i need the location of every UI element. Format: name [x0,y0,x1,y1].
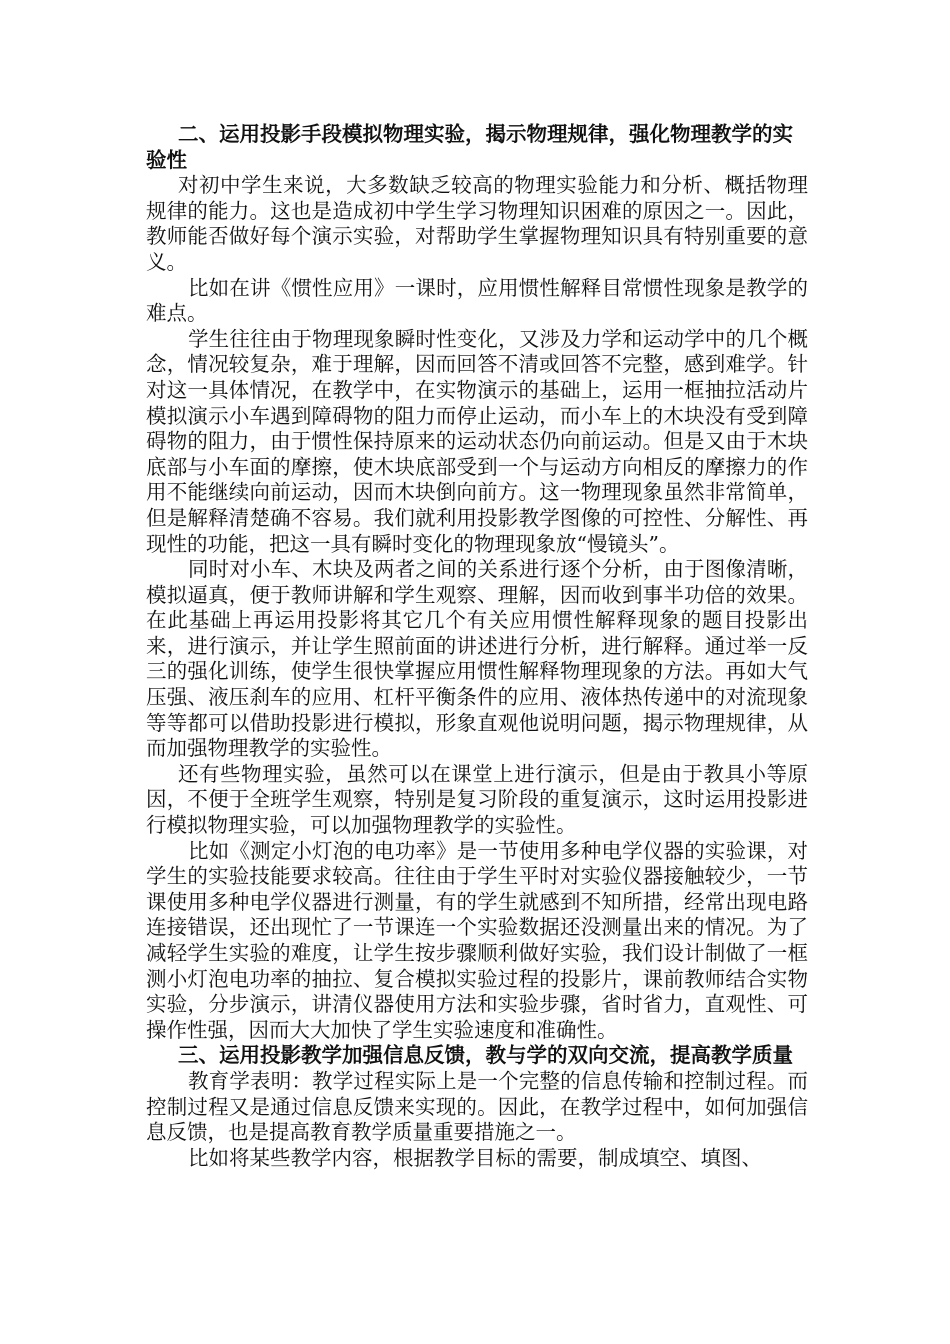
paragraph: 比如《测定小灯泡的电功率》是一节使用多种电学仪器的实验课，对学生的实验技能要求较高。往往由于学生平时对实验仪器接触较少，一节课使用多种电学仪器进行测量，有的学生就感到不知所措，经常出现电路连接错误，还出现忙了一节课连一个实验数据还没测量出来的情况。为了减轻学生实验的难度，让学生按步骤顺利做好实验，我们设计制做了一框测小灯泡电功率的抽拉、复合模拟实验过程的投影片，课前教师结合实物实验，分步演示，讲清仪器使用方法和实验步骤，省时省力，直观性、可操作性强，因而大大加快了学生实验速度和准确性。 [146,838,808,1042]
paragraph: 比如将某些教学内容，根据教学目标的需要，制成填空、填图、 [188,1145,762,1170]
section-heading-3: 三、运用投影教学加强信息反馈，教与学的双向交流，提高教学质量 [178,1043,793,1068]
paragraph: 同时对小车、木块及两者之间的关系进行逐个分析，由于图像清晰，模拟逼真，便于教师讲解和学生观察、理解，因而收到事半功倍的效果。在此基础上再运用投影将其它几个有关应用惯性解释现象的题目投影出来，进行演示，并让学生照前面的讲述进行分析，进行解释。通过举一反三的强化训练，使学生很快掌握应用惯性解释物理现象的方法。再如大气压强、液压刹车的应用、杠杆平衡条件的应用、液体热传递中的对流现象等等都可以借助投影进行模拟，形象直观他说明问题，揭示物理规律，从而加强物理教学的实验性。 [146,557,808,761]
paragraph: 对初中学生来说，大多数缺乏较高的物理实验能力和分析、概括物理规律的能力。这也是造成初中学生学习物理知识困难的原因之一。因此，教师能否做好每个演示实验，对帮助学生掌握物理知识具有特别重要的意义。 [146,173,808,274]
paragraph: 比如在讲《惯性应用》一课时，应用惯性解释目常惯性现象是教学的难点。 [146,275,808,326]
document-body [146,122,808,1171]
paragraph: 学生往往由于物理现象瞬时性变化，又涉及力学和运动学中的几个概念，情况较复杂，难于理解，因而回答不清或回答不完整，感到难学。针对这一具体情况，在教学中，在实物演示的基础上，运用一框抽拉活动片模拟演示小车遇到障碍物的阻力而停止运动，而小车上的木块没有受到障碍物的阻力，由于惯性保持原来的运动状态仍向前运动。但是又由于木块底部与小车面的摩擦，使木块底部受到一个与运动方向相反的摩擦力的作用不能继续向前运动，因而木块倒向前方。这一物理现象虽然非常简单，但是解释清楚确不容易。我们就利用投影教学图像的可控性、分解性、再现性的功能，把这一具有瞬时变化的物理现象放“慢镜头”。 [146,326,808,556]
paragraph: 教育学表明：教学过程实际上是一个完整的信息传输和控制过程。而控制过程又是通过信息反馈来实现的。因此，在教学过程中，如何加强信息反馈，也是提高教育教学质量重要措施之一。 [146,1068,808,1145]
paragraph: 还有些物理实验，虽然可以在课堂上进行演示，但是由于教具小等原因，不便于全班学生观察，特别是复习阶段的重复演示，这时运用投影进行模拟物理实验，可以加强物理教学的实验性。 [146,761,808,838]
section-heading-2: 二、运用投影手段模拟物理实验，揭示物理规律，强化物理教学的实验性 [146,122,793,172]
